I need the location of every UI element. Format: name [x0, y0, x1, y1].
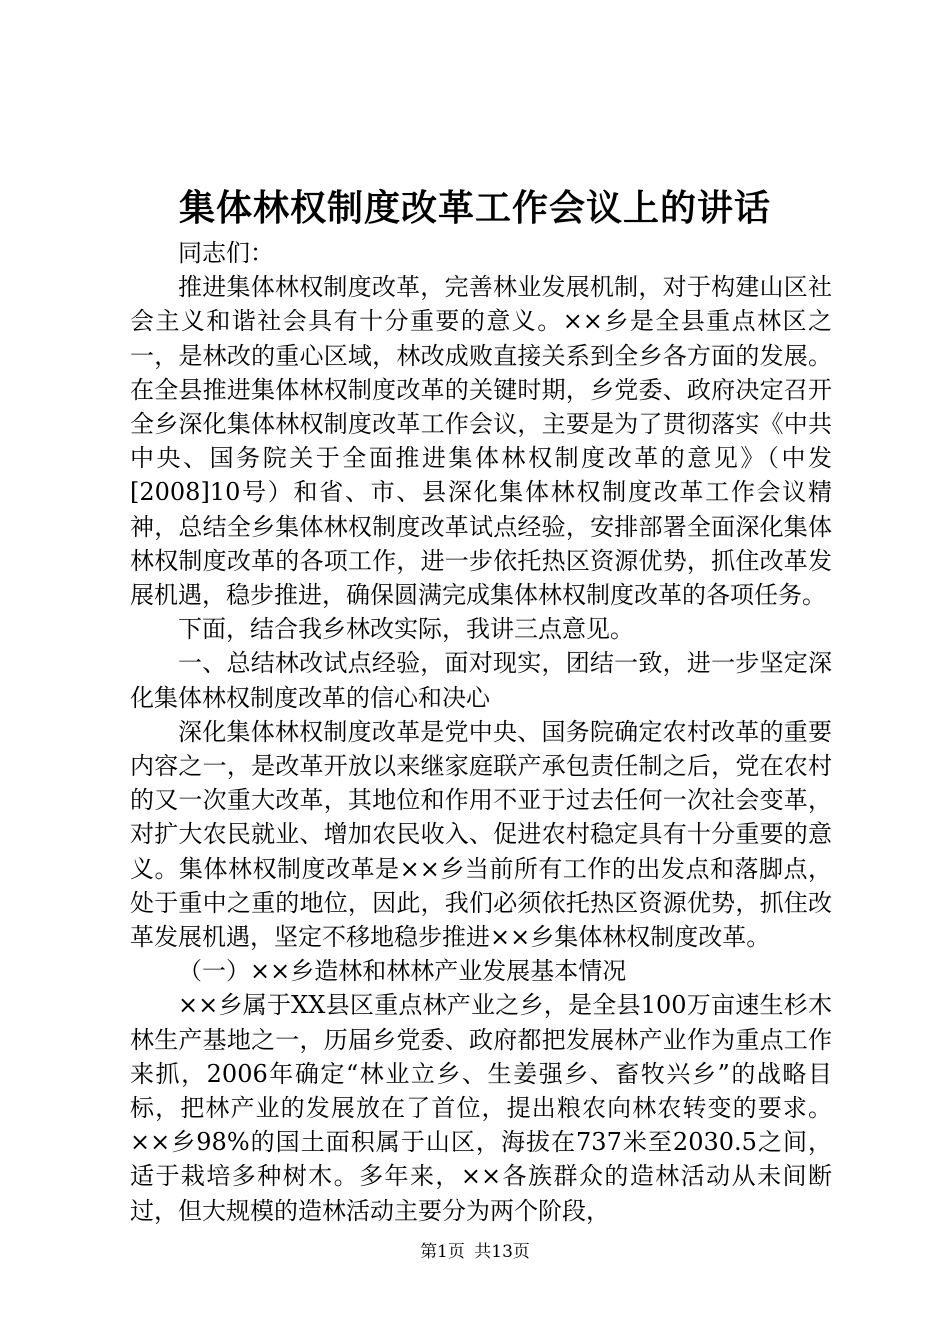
page-footer: [0, 1240, 950, 1264]
paragraph: 下面，结合我乡林改实际，我讲三点意见。: [178, 615, 634, 644]
salutation: 同志们：: [178, 239, 274, 267]
section-heading: 一、总结林改试点经验，面对现实，团结一致，进一步坚定深化集体林权制度改革的信心和决心: [130, 649, 832, 712]
page-title: 集体林权制度改革工作会议上的讲话: [178, 187, 771, 229]
paragraph: ××乡属于XX县区重点林产业之乡，是全县100万亩速生杉木林生产基地之一，历届乡党委、政府都把发展林产业作为重点工作来抓，2006年确定“林业立乡、生姜强乡、畜牧兴乡”的战略目标，把林产业的发展放在了首位，提出粮农向林农转变的要求。××乡98%的国土面积属于山区，海拔在737米至2030.5之间，适于栽培多种树木。多年来，××各族群众的造林活动从未间断过，但大规模的造林活动主要分为两个阶段，: [130, 991, 832, 1225]
paragraph: 深化集体林权制度改革是党中央、国务院确定农村改革的重要内容之一，是改革开放以来继家庭联产承包责任制之后，党在农村的又一次重大改革，其地位和作用不亚于过去任何一次社会变革，对扩大农民就业、增加农民收入、促进农村稳定具有十分重要的意义。集体林权制度改革是××乡当前所有工作的出发点和落脚点，处于重中之重的地位，因此，我们必须依托热区资源优势，抓住改革发展机遇，坚定不移地稳步推进××乡集体林权制度改革。: [130, 717, 832, 952]
page-total: 共13页: [474, 1242, 530, 1262]
page-number: 第1页: [420, 1242, 465, 1262]
paragraph: 推进集体林权制度改革，完善林业发展机制，对于构建山区社会主义和谐社会具有十分重要的意义。××乡是全县重点林区之一，是林改的重心区域，林改成败直接关系到全乡各方面的发展。在全县推进集体林权制度改革的关键时期，乡党委、政府决定召开全乡深化集体林权制度改革工作会议，主要是为了贯彻落实《中共中央、国务院关于全面推进集体林权制度改革的意见》（中发[2008]10号）和省、市、县深化集体林权制度改革工作会议精神，总结全乡集体林权制度改革试点经验，安排部署全面深化集体林权制度改革的各项工作，进一步依托热区资源优势，抓住改革发展机遇，稳步推进，确保圆满完成集体林权制度改革的各项任务。: [130, 273, 832, 610]
document-body: [130, 236, 832, 1228]
subsection-heading: （一）××乡造林和林林产业发展基本情况: [178, 957, 627, 986]
